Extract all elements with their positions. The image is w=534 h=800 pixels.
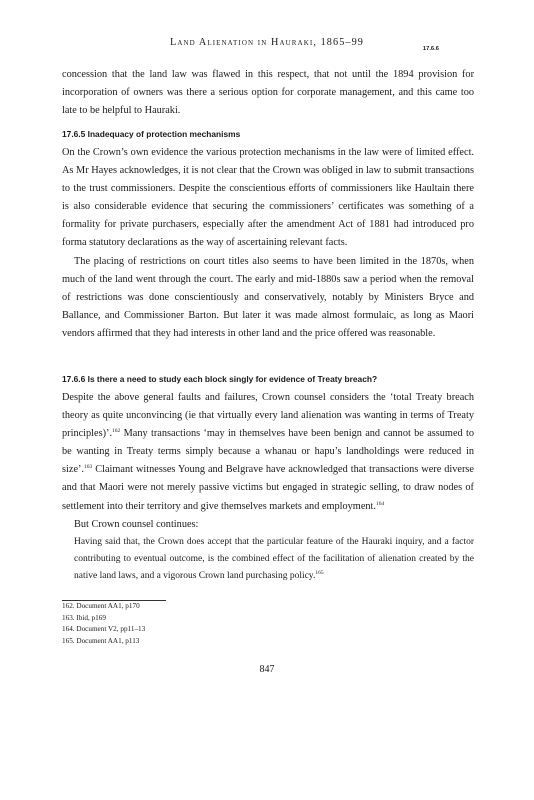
paragraph-4 bbox=[62, 389, 474, 516]
footnote-162: 162. Document AA1, p170 bbox=[62, 602, 140, 610]
footnote-marker-165[interactable]: 165 bbox=[315, 570, 324, 577]
footnote-marker-163[interactable]: 163 bbox=[84, 464, 93, 471]
quote-text bbox=[74, 534, 474, 586]
footnote-marker-162[interactable]: 162 bbox=[112, 428, 121, 435]
section-17-6-6 bbox=[62, 373, 474, 385]
footnote-marker-164[interactable]: 164 bbox=[375, 500, 385, 507]
section-17-6-5 bbox=[62, 128, 474, 140]
continued-paragraph bbox=[62, 66, 474, 120]
block-quote bbox=[74, 534, 474, 586]
running-head: Land Alienation in Hauraki, 1865–99 bbox=[170, 37, 364, 48]
paragraph-5: But Crown counsel continues: bbox=[74, 518, 199, 530]
quote-body: Having said that, the Crown does accept that the particular feature of the Hauraki inquiry, and a factor contributing to eventual outcome, is the combined effect of the facilitation of alienation created by the native land laws, and a vigorous Crown land purchasing policy. bbox=[74, 537, 474, 582]
footnote-163: 163. Ibid, p169 bbox=[62, 613, 106, 622]
section-17-6-6-body bbox=[62, 389, 474, 534]
paragraph-4-part-c: Claimant witnesses Young and Belgrave have acknowledged that transactions were diverse and that Maori were not merely passive victims but engaged in strategic selling, to draw nodes of settlement into their territory and give themselves markets and employment. bbox=[62, 464, 474, 512]
section-heading-17-6-5: 17.6.5 Inadequacy of protection mechanisms bbox=[62, 129, 241, 139]
footnote-164: 164. Document V2, pp11–13 bbox=[62, 625, 146, 633]
page-number: 847 bbox=[259, 664, 275, 675]
footnotes bbox=[62, 601, 362, 647]
paragraph-1: concession that the land law was flawed in this respect, that not until the 1894 provision for incorporation of owners was there a serious option for corporate management, and this came too late to be helpful to Hauraki. bbox=[62, 69, 474, 117]
paragraph-4-part-b: Many transactions ‘may in themselves have been benign and cannot be assumed to be wanting in Treaty terms simply because a whanau or hapu’s landholdings were reduced in size’. bbox=[62, 428, 474, 476]
paragraph-3: The placing of restrictions on court titles also seems to have been limited in the 1870s, when much of the land went through the court. The early and mid-1880s saw a period when the removal of restrictions was done conscientiously and conservatively, notably by Ministers Bryce and Ballance, and Commissioner Barton. But later it was made almost formulaic, as long as Maori vendors affirmed that they had interests in other land and the price offered was reasonable. bbox=[62, 255, 474, 339]
paragraph-4-part-a: Despite the above general faults and failures, Crown counsel considers the ‘total Treaty breach theory as quite unconvincing (ie that virtually every land alienation was wanting in terms of Treaty principles)’. bbox=[62, 392, 474, 440]
section-17-6-5-body bbox=[62, 144, 474, 343]
section-heading-17-6-6: 17.6.6 Is there a need to study each block singly for evidence of Treaty breach? bbox=[62, 374, 378, 384]
paragraph-2: On the Crown’s own evidence the various protection mechanisms in the law were of limited effect. As Mr Hayes acknowledges, it is not clear that the Crown was obliged in law to submit transactions to the trust commissioners. Despite the conscientious efforts of commissioners like Haultain there is also considerable evidence that securing the commissioners’ certificates was something of a formality for private purchasers, especially after the amendment Act of 1881 had introduced pro forma statutory declarations as the way of ascertaining relevant facts. bbox=[62, 147, 474, 249]
section-reference: 17.6.6 bbox=[422, 46, 439, 52]
footnote-165: 165. Document AA1, p113 bbox=[62, 636, 140, 645]
